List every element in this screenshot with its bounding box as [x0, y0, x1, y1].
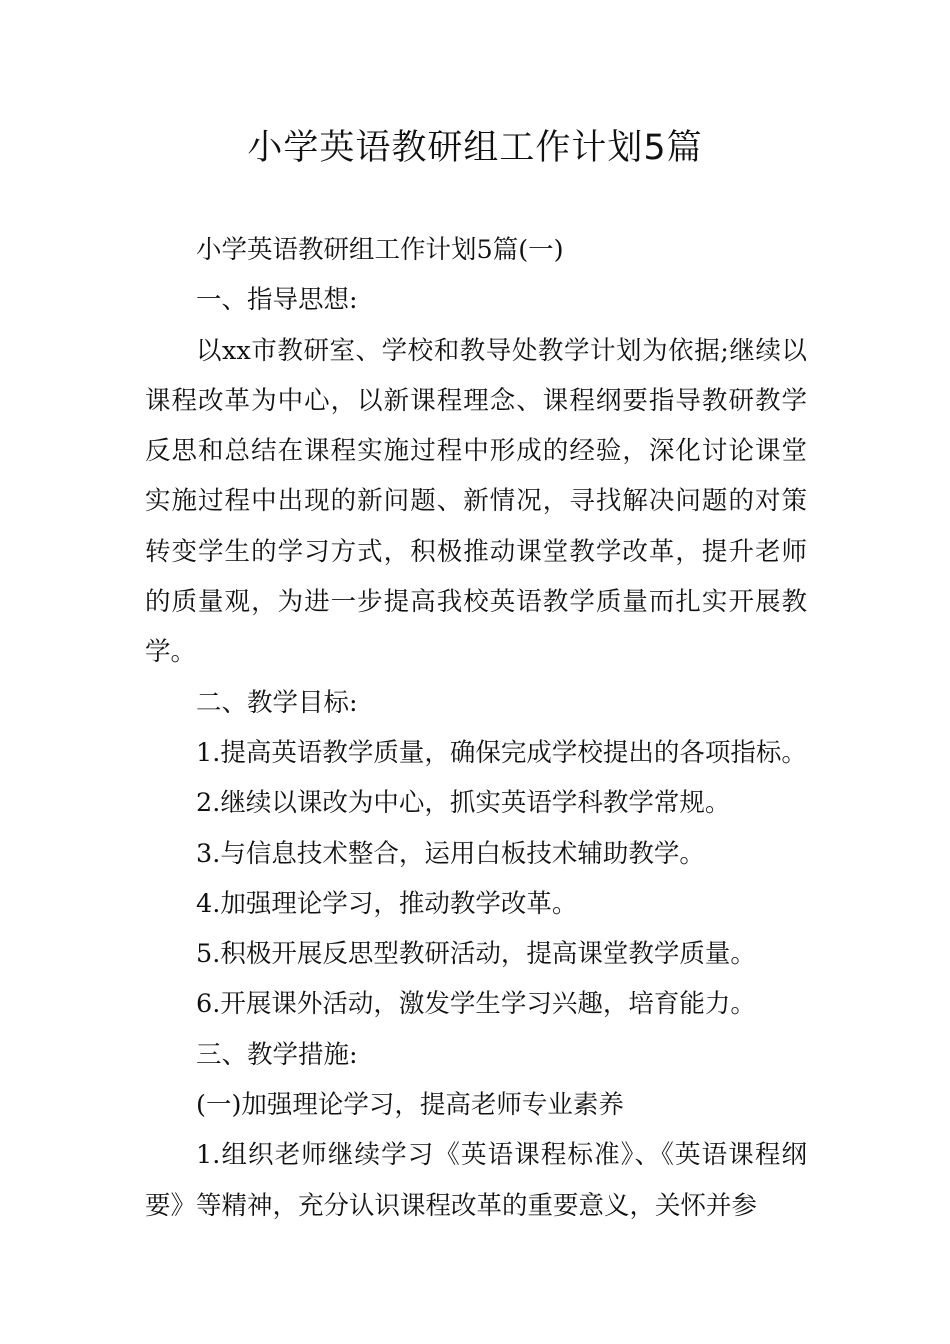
heading-teaching-goals: 二、教学目标:	[196, 687, 358, 718]
goal-item: 2.继续以课改为中心，抓实英语学科教学常规。	[196, 788, 731, 819]
goal-item: 1.提高英语教学质量，确保完成学校提出的各项指标。	[196, 737, 807, 768]
goal-item: 4.加强理论学习，推动教学改革。	[196, 888, 578, 919]
paragraph-guiding-ideology: 以xx市教研室、学校和教导处教学计划为依据;继续以课程改革为中心，以新课程理念、课程纲要指导教研教学反思和总结在课程实施过程中形成的经验，深化讨论课堂实施过程中出现的新问题、新情况，寻找解决问题的对策转变学生的学习方式，积极推动课堂教学改革，提升老师的质量观，为进一步提高我校英语教学质量而扎实开展教学。	[145, 335, 807, 668]
goal-item: 6.开展课外活动，激发学生学习兴趣，培育能力。	[196, 989, 756, 1020]
heading-teaching-measures: 三、教学措施:	[196, 1039, 358, 1070]
goal-item: 3.与信息技术整合，运用白板技术辅助教学。	[196, 838, 705, 869]
goal-item: 5.积极开展反思型教研活动，提高课堂教学质量。	[196, 939, 756, 970]
heading-guiding-ideology: 一、指导思想:	[196, 285, 358, 316]
document-title: 小学英语教研组工作计划5篇	[247, 128, 703, 168]
subheading-theory-study: (一)加强理论学习，提高老师专业素养	[196, 1090, 624, 1121]
section-subtitle: 小学英语教研组工作计划5篇(一)	[196, 235, 564, 265]
measure-item: 1.组织老师继续学习《英语课程标准》、《英语课程纲要》等精神，充分认识课程改革的重要意义，关怀并参	[145, 1140, 807, 1221]
document-body	[145, 225, 807, 1231]
